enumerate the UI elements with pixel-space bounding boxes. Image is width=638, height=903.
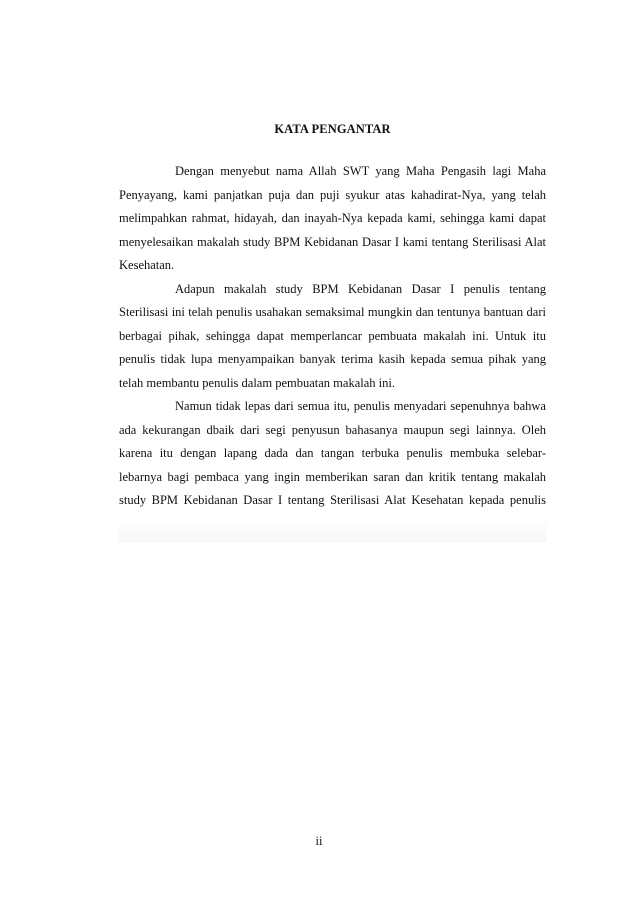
scan-shadow <box>119 518 547 542</box>
paragraph-1: Dengan menyebut nama Allah SWT yang Maha Pengasih lagi Maha Penyayang, kami panjatkan puja dan puji syukur atas kahadirat-Nya, yang telah melimpahkan rahmat, hidayah, dan inayah-Nya kepada kami, sehingga kami dapat menyelesaikan makalah study BPM Kebidanan Dasar I kami tentang Sterilisasi Alat Kesehatan. <box>119 164 546 272</box>
page-title: KATA PENGANTAR <box>274 122 391 136</box>
page-number: ii <box>315 834 323 848</box>
paragraph-2: Adapun makalah study BPM Kebidanan Dasar I penulis tentang Sterilisasi ini telah penulis usahakan semaksimal mungkin dan tentunya bantuan dari berbagai pihak, sehingga dapat memperlancar pembuata makalah ini. Untuk itu penulis tidak lupa menyampaikan banyak terima kasih kepada semua pihak yang telah membantu penulis dalam pembuatan makalah ini. <box>119 281 546 390</box>
body-text <box>119 160 546 536</box>
paragraph-3: Namun tidak lepas dari semua itu, penulis menyadari sepenuhnya bahwa ada kekurangan dbaik dari segi penyusun bahasanya maupun segi lainnya. Oleh karena itu dengan lapang dada dan tangan terbuka penulis membuka selebar-lebarnya bagi pembaca yang ingin memberikan saran dan kritik tentang makalah study BPM Kebidanan Dasar I tentang Sterilisasi Alat Kesehatan kepada penulis <box>119 399 546 507</box>
